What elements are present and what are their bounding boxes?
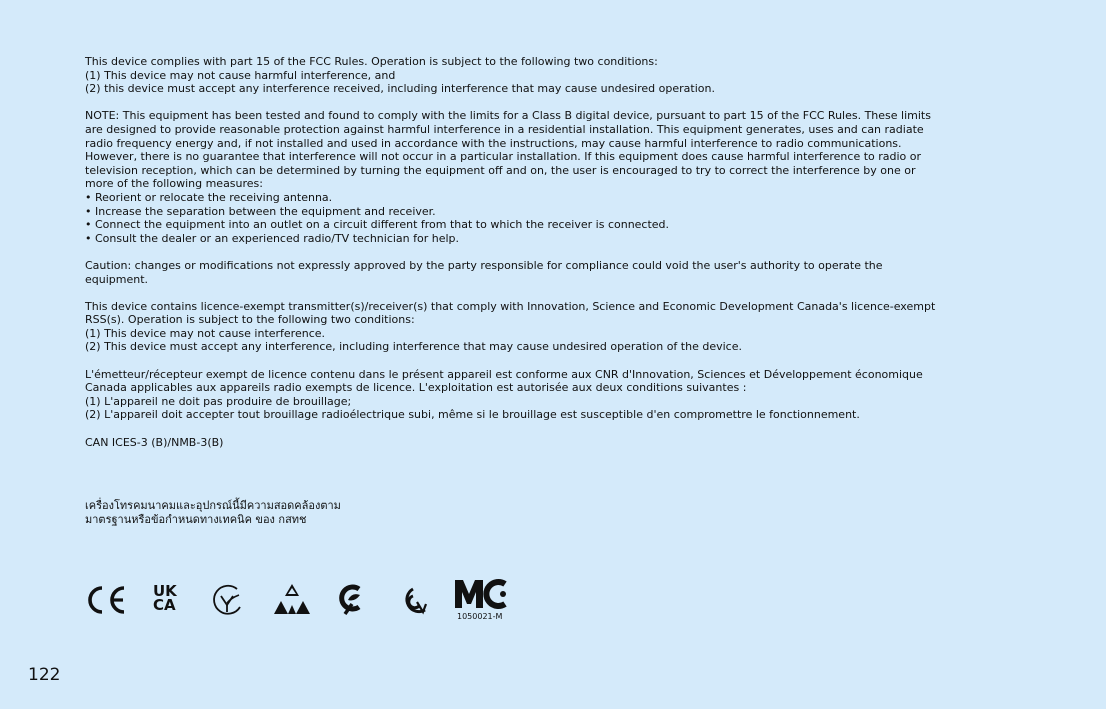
text-line: เครื่องโทรคมนาคมและอุปกรณ์นี้มีความสอดคล้องตาม	[85, 499, 341, 512]
ised-statement-en	[85, 300, 1045, 354]
rcm-mark-icon	[395, 586, 427, 616]
text-line: radio frequency energy and, if not installed and used in accordance with the instructions, may cause harmful interference to radio communications.	[85, 136, 902, 150]
text-line: (2) this device must accept any interference received, including interference that may cause undesired operation.	[85, 82, 715, 96]
text-line: (2) L'appareil doit accepter tout brouillage radioélectrique subi, même si le brouillage est susceptible d'en compromettre le fonctionnement.	[85, 408, 860, 422]
ua-tr-mark-icon	[211, 583, 243, 617]
text-line: Caution: changes or modifications not expressly approved by the party responsible for compliance could void the user's authority to operate the	[85, 258, 883, 272]
mc-registration-code: 1050021-M	[457, 612, 503, 621]
bullet-item: • Increase the separation between the equipment and receiver.	[85, 204, 436, 218]
text-line: However, there is no guarantee that interference will not occur in a particular installation. If this equipment does cause harmful interference to radio or	[85, 150, 922, 164]
text-line: NOTE: This equipment has been tested and found to comply with the limits for a Class B digital device, pursuant to part 15 of the FCC Rules. These limits	[85, 109, 931, 123]
caution-statement	[85, 259, 1045, 286]
text-line: more of the following measures:	[85, 177, 263, 191]
text-line: RSS(s). Operation is subject to the following two conditions:	[85, 313, 415, 327]
bullet-item: • Consult the dealer or an experienced radio/TV technician for help.	[85, 231, 460, 245]
triangle-mark-icon	[271, 583, 313, 617]
text-line: (1) This device may not cause harmful interference, and	[85, 68, 396, 82]
fcc-note	[85, 109, 1045, 245]
text-line: equipment.	[85, 272, 149, 286]
text-line: This device contains licence-exempt transmitter(s)/receiver(s) that comply with Innovation, Science and Economic Development Canada's licence-exempt	[85, 299, 936, 313]
text-line: (2) This device must accept any interference, including interference that may cause undesired operation of the device.	[85, 340, 742, 354]
text-line: มาตรฐานหรือข้อกำหนดทางเทคนิค ของ กสทช	[85, 513, 307, 526]
ukca-top-text: UK	[153, 582, 177, 600]
text-line: CAN ICES-3 (B)/NMB-3(B)	[85, 435, 224, 449]
text-line: (1) L'appareil ne doit pas produire de brouillage;	[85, 394, 352, 408]
mc-mark-icon	[455, 578, 511, 621]
text-line: television reception, which can be determined by turning the equipment off and on, the user is encouraged to try to correct the interference by one or	[85, 163, 916, 177]
ukca-mark-icon	[153, 584, 177, 612]
fcc-statement	[85, 55, 1045, 96]
ce-mark-icon	[85, 585, 127, 615]
ices-statement	[85, 436, 1045, 450]
text-line: are designed to provide reasonable protection against harmful interference in a residential installation. This equipment generates, uses and can radiate	[85, 122, 924, 136]
thai-nbtc-statement	[85, 499, 341, 527]
ised-statement-fr	[85, 368, 1045, 422]
page-number: 122	[28, 665, 61, 685]
text-line: (1) This device may not cause interference.	[85, 326, 326, 340]
ukca-bottom-text: CA	[153, 596, 176, 614]
text-line: Canada applicables aux appareils radio exempts de licence. L'exploitation est autorisée aux deux conditions suivantes :	[85, 381, 747, 395]
text-line: This device complies with part 15 of the FCC Rules. Operation is subject to the following two conditions:	[85, 55, 658, 68]
bullet-item: • Reorient or relocate the receiving antenna.	[85, 190, 333, 204]
compliance-text	[85, 55, 1045, 463]
eac-mark-icon	[337, 584, 367, 616]
text-line: L'émetteur/récepteur exempt de licence contenu dans le présent appareil est conforme aux CNR d'Innovation, Sciences et Développement économique	[85, 367, 923, 381]
bullet-item: • Connect the equipment into an outlet on a circuit different from that to which the receiver is connected.	[85, 218, 670, 232]
